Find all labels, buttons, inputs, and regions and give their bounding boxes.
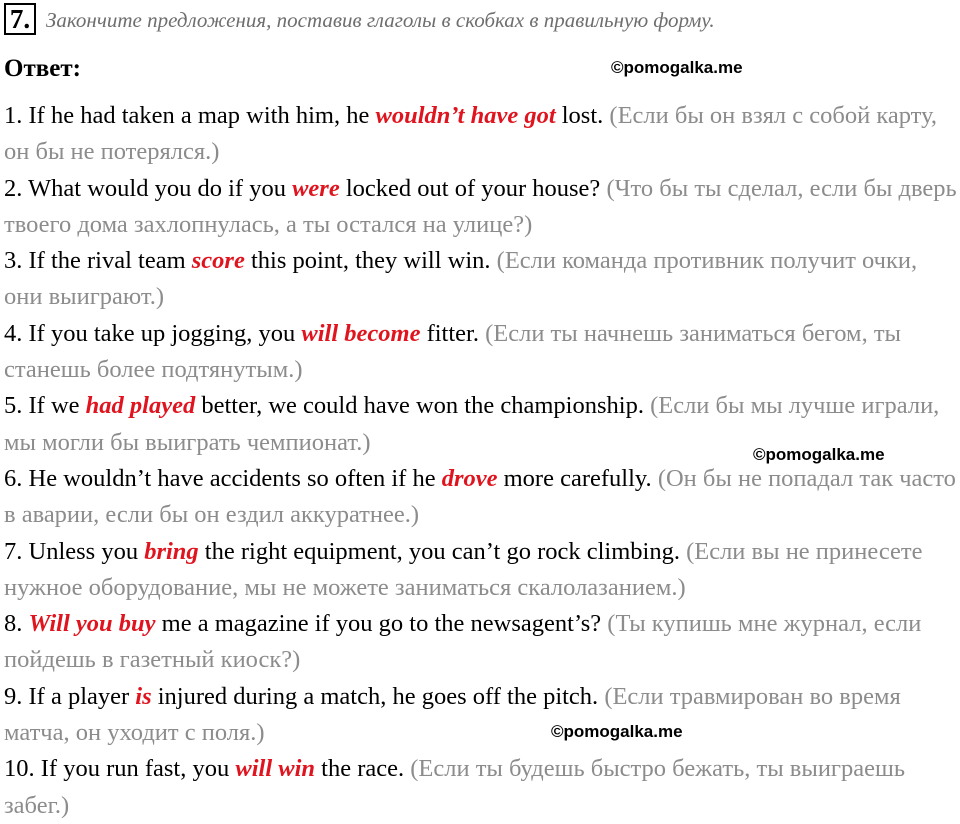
verb-answer: will win xyxy=(235,755,316,783)
answer-item xyxy=(4,679,960,752)
translation: (Если ты начнешь заниматься бегом, ты станешь более подтянутым.) xyxy=(4,319,901,384)
translation: (Что бы ты сделал, если бы дверь твоего дома захлопнулась, а ты остался на улице?) xyxy=(4,174,957,238)
verb-answer: will become xyxy=(301,319,421,347)
translation: (Если бы он взял с собой карту, он бы не потерялся.) xyxy=(4,102,937,166)
verb-answer: had played xyxy=(85,392,196,420)
task-number: 7. xyxy=(4,3,36,35)
translation: (Если ты будешь быстро бежать, ты выиграешь забег.) xyxy=(4,755,906,819)
sentence-end: better, we could have won the championship. xyxy=(195,392,651,420)
answer-item xyxy=(4,243,960,316)
answer-item xyxy=(4,606,960,679)
sentence-end: more carefully. xyxy=(497,464,658,492)
sentence-start: 10. If you run fast, you xyxy=(4,755,236,783)
translation: (Он бы не попадал так часто в аварии, если бы он ездил аккуратнее.) xyxy=(4,464,956,529)
sentence-end: the race. xyxy=(315,755,411,783)
sentence-end: injured during a match, he goes off the pitch. xyxy=(151,682,605,710)
translation: (Если травмирован во время матча, он уходит с поля.) xyxy=(4,682,901,747)
translation: (Если вы не принесете нужное оборудование, мы не можете заниматься скалолазанием.) xyxy=(4,537,923,601)
sentence-end: the right equipment, you can’t go rock climbing. xyxy=(198,537,687,565)
translation: (Если команда противник получит очки, они выиграют.) xyxy=(4,247,918,311)
sentence-start: 2. What would you do if you xyxy=(4,174,293,202)
sentence-start: 1. If he had taken a map with him, he xyxy=(4,102,376,129)
sentence-start: 3. If the rival team xyxy=(4,247,192,275)
answer-item xyxy=(4,98,960,171)
answer-item xyxy=(4,751,960,824)
sentence-start: 7. Unless you xyxy=(4,537,145,565)
verb-answer: bring xyxy=(144,537,199,565)
sentence-end: lost. xyxy=(555,102,610,129)
answer-item xyxy=(4,461,960,534)
task-instruction: Закончите предложения, поставив глаголы в скобках в правильную форму. xyxy=(46,8,715,32)
watermark: ©pomogalka.me xyxy=(551,722,683,741)
answer-item xyxy=(4,171,960,244)
answer-heading: Ответ: xyxy=(4,55,81,82)
sentence-end: locked out of your house? xyxy=(339,174,607,202)
task-header xyxy=(0,0,960,42)
sentence-start: 5. If we xyxy=(4,392,86,420)
verb-answer: drove xyxy=(441,464,498,492)
sentence-end: me a magazine if you go to the newsagent’s? xyxy=(155,610,608,638)
verb-answer: wouldn’t have got xyxy=(375,102,556,129)
verb-answer: were xyxy=(292,174,340,202)
sentence-start: 9. If a player xyxy=(4,682,136,710)
verb-answer: is xyxy=(135,682,152,710)
verb-answer: score xyxy=(191,247,245,275)
sentence-start: 6. He wouldn’t have accidents so often if he xyxy=(4,464,442,492)
watermark: ©pomogalka.me xyxy=(753,445,885,464)
sentence-start: 4. If you take up jogging, you xyxy=(4,319,302,347)
answers-list xyxy=(4,98,960,824)
translation: (Если бы мы лучше играли, мы могли бы выиграть чемпионат.) xyxy=(4,392,940,456)
answer-item xyxy=(4,316,960,389)
watermark: ©pomogalka.me xyxy=(611,58,743,77)
sentence-end: fitter. xyxy=(420,319,486,347)
answer-item xyxy=(4,534,960,607)
translation: (Ты купишь мне журнал, если пойдешь в газетный киоск?) xyxy=(4,610,922,674)
verb-answer: Will you buy xyxy=(28,610,156,638)
sentence-start: 8. xyxy=(4,610,29,638)
sentence-end: this point, they will win. xyxy=(244,247,497,275)
answer-item xyxy=(4,388,960,461)
